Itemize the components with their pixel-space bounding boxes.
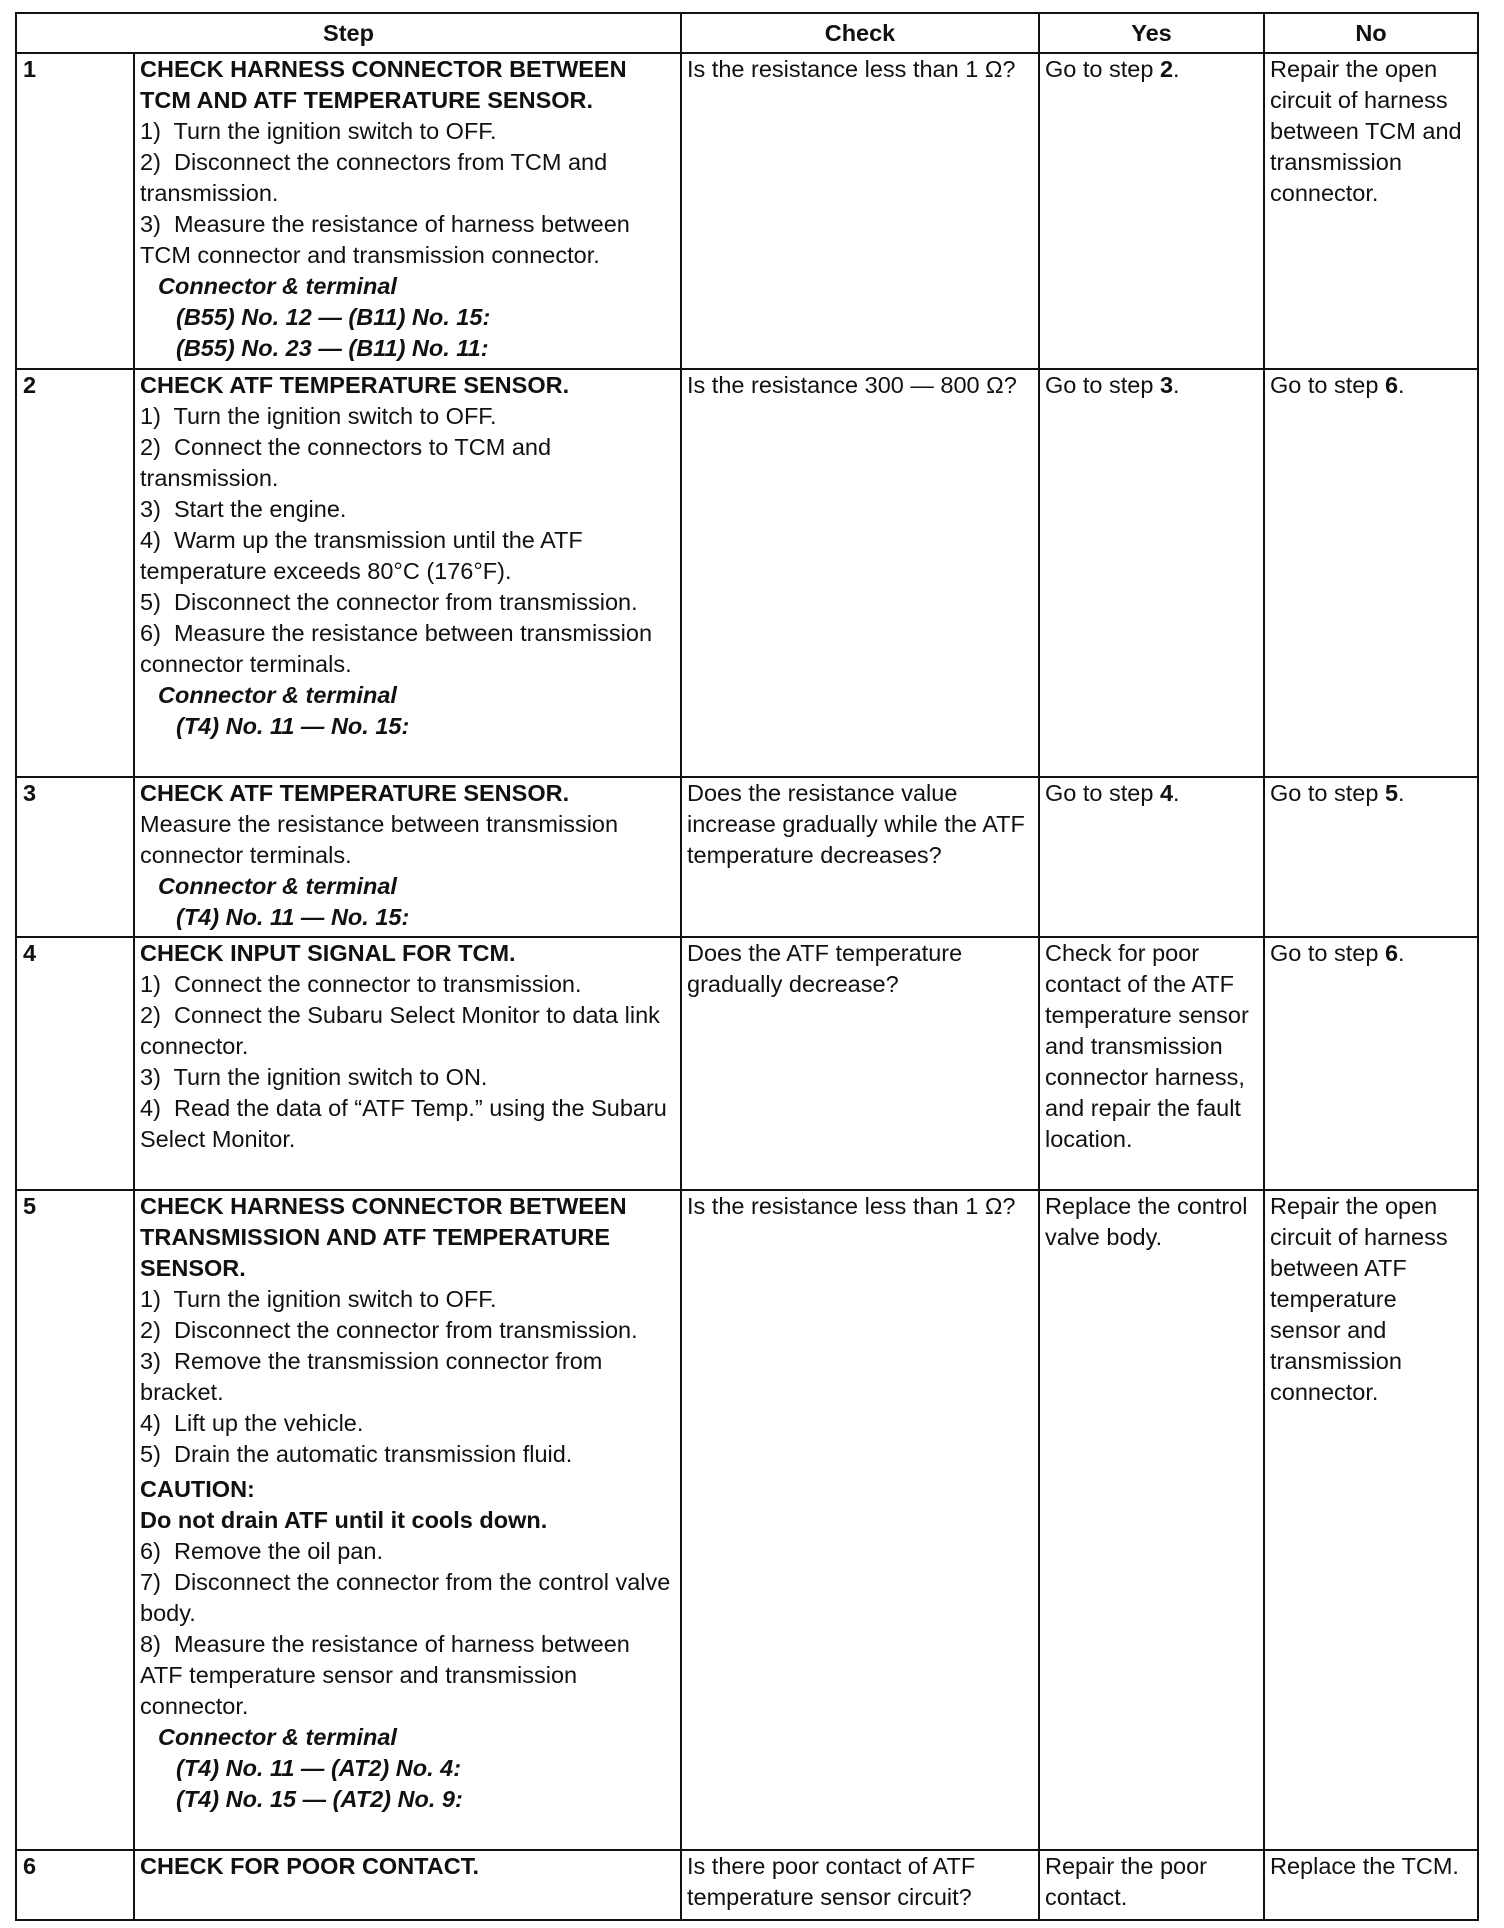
check-cell: Does the ATF temperature gradually decrease? [681,937,1039,1190]
connector-label: Connector & terminal [158,273,397,299]
check-cell: Does the resistance value increase gradually while the ATF temperature decreases? [681,777,1039,937]
connector-terminal: (T4) No. 11 — (AT2) No. 4: [176,1755,462,1781]
yes-cell: Go to step 3. [1039,369,1264,777]
connector-label: Connector & terminal [158,682,397,708]
step-title: CHECK ATF TEMPERATURE SENSOR. [140,372,570,398]
step-title: CHECK HARNESS CONNECTOR BETWEEN TRANSMISSION AND ATF TEMPERATURE SENSOR. [140,1193,627,1281]
procedure-step: 2) Connect the Subaru Select Monitor to data link connector. [140,1002,660,1059]
header-check: Check [681,13,1039,53]
step-number: 1 [16,53,134,369]
procedure-step: 5) Disconnect the connector from transmission. [140,589,638,615]
check-cell: Is the resistance less than 1 Ω? [681,53,1039,369]
step-number: 6 [16,1850,134,1920]
step-cell [134,1190,681,1850]
connector-label: Connector & terminal [158,1724,397,1750]
table-row [16,777,1478,937]
procedure-step: 3) Start the engine. [140,496,347,522]
connector-terminal: (T4) No. 15 — (AT2) No. 9: [176,1786,463,1812]
procedure-step: 1) Connect the connector to transmission. [140,971,582,997]
header-no: No [1264,13,1478,53]
yes-cell: Go to step 4. [1039,777,1264,937]
procedure-step: 1) Turn the ignition switch to OFF. [140,1286,497,1312]
caution-text: Do not drain ATF until it cools down. [140,1507,548,1533]
yes-cell: Go to step 2. [1039,53,1264,369]
check-cell: Is there poor contact of ATF temperature sensor circuit? [681,1850,1039,1920]
no-cell: Go to step 5. [1264,777,1478,937]
no-cell: Go to step 6. [1264,369,1478,777]
yes-cell: Check for poor contact of the ATF temperature sensor and transmission connector harness, and repair the fault location. [1039,937,1264,1190]
step-number: 4 [16,937,134,1190]
procedure-step: 7) Disconnect the connector from the control valve body. [140,1569,671,1626]
no-cell: Go to step 6. [1264,937,1478,1190]
header-step: Step [16,13,681,53]
connector-terminal: (T4) No. 11 — No. 15: [176,904,410,930]
step-number: 2 [16,369,134,777]
step-title: CHECK HARNESS CONNECTOR BETWEEN TCM AND ATF TEMPERATURE SENSOR. [140,56,627,113]
yes-cell: Repair the poor contact. [1039,1850,1264,1920]
procedure-step: 3) Remove the transmission connector from bracket. [140,1348,603,1405]
procedure-step: 4) Warm up the transmission until the ATF temperature exceeds 80°C (176°F). [140,527,583,584]
step-cell [134,777,681,937]
procedure-step: 6) Remove the oil pan. [140,1538,383,1564]
step-title: CHECK FOR POOR CONTACT. [140,1853,480,1879]
procedure-step: 5) Drain the automatic transmission fluid. [140,1441,573,1467]
table-row [16,1190,1478,1850]
procedure-step: 4) Lift up the vehicle. [140,1410,364,1436]
procedure-step: 2) Disconnect the connector from transmission. [140,1317,638,1343]
table-row [16,937,1478,1190]
step-cell [134,1850,681,1920]
no-cell: Repair the open circuit of harness between TCM and transmission connector. [1264,53,1478,369]
step-number: 3 [16,777,134,937]
step-title: CHECK ATF TEMPERATURE SENSOR. [140,780,570,806]
procedure-step: 8) Measure the resistance of harness between ATF temperature sensor and transmission connector. [140,1631,630,1719]
yes-cell: Replace the control valve body. [1039,1190,1264,1850]
step-cell [134,937,681,1190]
step-cell [134,53,681,369]
table-row [16,1850,1478,1920]
connector-label: Connector & terminal [158,873,397,899]
connector-terminal: (B55) No. 23 — (B11) No. 11: [176,335,489,361]
table-row [16,53,1478,369]
procedure-step: 2) Disconnect the connectors from TCM and transmission. [140,149,608,206]
table-row [16,369,1478,777]
no-cell: Replace the TCM. [1264,1850,1478,1920]
connector-terminal: (T4) No. 11 — No. 15: [176,713,410,739]
procedure-step: 1) Turn the ignition switch to OFF. [140,118,497,144]
step-title: CHECK INPUT SIGNAL FOR TCM. [140,940,516,966]
procedure-step: 3) Turn the ignition switch to ON. [140,1064,488,1090]
header-yes: Yes [1039,13,1264,53]
procedure-step: 3) Measure the resistance of harness between TCM connector and transmission connector. [140,211,630,268]
check-cell: Is the resistance 300 — 800 Ω? [681,369,1039,777]
caution-label: CAUTION: [140,1476,255,1502]
connector-terminal: (B55) No. 12 — (B11) No. 15: [176,304,491,330]
no-cell: Repair the open circuit of harness between ATF temperature sensor and transmission connector. [1264,1190,1478,1850]
check-cell: Is the resistance less than 1 Ω? [681,1190,1039,1850]
procedure-step: 2) Connect the connectors to TCM and transmission. [140,434,552,491]
procedure-step: 1) Turn the ignition switch to OFF. [140,403,497,429]
diagnostic-table [15,12,1479,1921]
procedure-step: 4) Read the data of “ATF Temp.” using the Subaru Select Monitor. [140,1095,667,1152]
procedure-intro: Measure the resistance between transmission connector terminals. [140,811,619,868]
step-cell [134,369,681,777]
header-row [16,13,1478,53]
procedure-step: 6) Measure the resistance between transmission connector terminals. [140,620,653,677]
step-number: 5 [16,1190,134,1850]
